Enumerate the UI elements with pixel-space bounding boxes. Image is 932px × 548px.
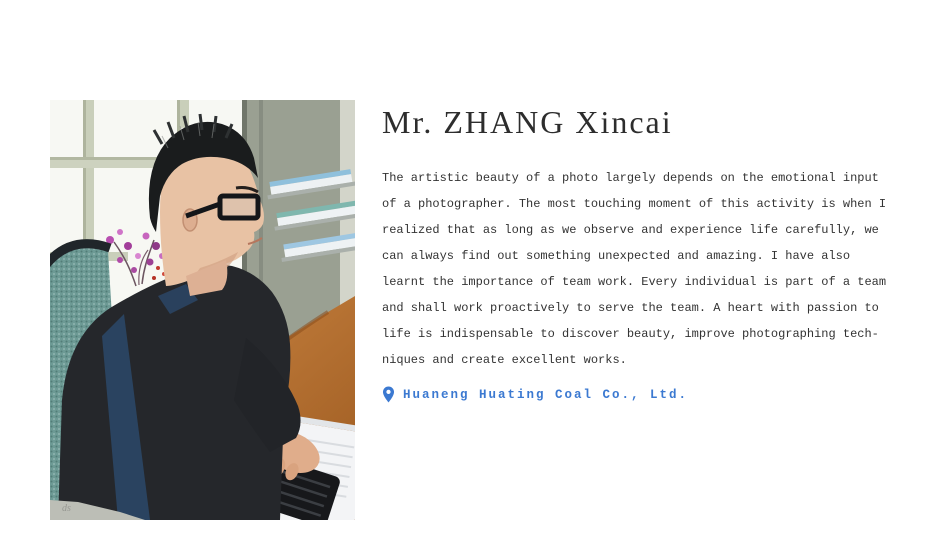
company-name: Huaneng Huating Coal Co., Ltd. bbox=[403, 387, 689, 402]
bio-line: and shall work proactively to serve the team. A heart with passion to bbox=[382, 301, 879, 315]
office-photo-illustration bbox=[50, 100, 355, 520]
profile-name: Mr. ZHANG Xincai bbox=[382, 104, 673, 140]
bio-line: niques and create excellent works. bbox=[382, 353, 627, 367]
bio-line: learnt the importance of team work. Every individual is part of a team bbox=[382, 275, 887, 289]
photo-watermark: ds bbox=[62, 503, 71, 514]
company-row bbox=[382, 386, 917, 403]
profile-photo bbox=[50, 100, 355, 520]
bio-line: The artistic beauty of a photo largely depends on the emotional input bbox=[382, 171, 879, 185]
bio-line: of a photographer. The most touching moment of this activity is when I bbox=[382, 197, 887, 211]
bio-line: life is indispensable to discover beauty, improve photographing tech- bbox=[382, 327, 879, 341]
bio-line: can always find out something unexpected and amazing. I have also bbox=[382, 249, 851, 263]
profile-content bbox=[382, 103, 917, 403]
location-pin-icon bbox=[382, 386, 395, 403]
bio-line: realized that as long as we observe and experience life carefully, we bbox=[382, 223, 879, 237]
profile-bio bbox=[382, 165, 917, 373]
